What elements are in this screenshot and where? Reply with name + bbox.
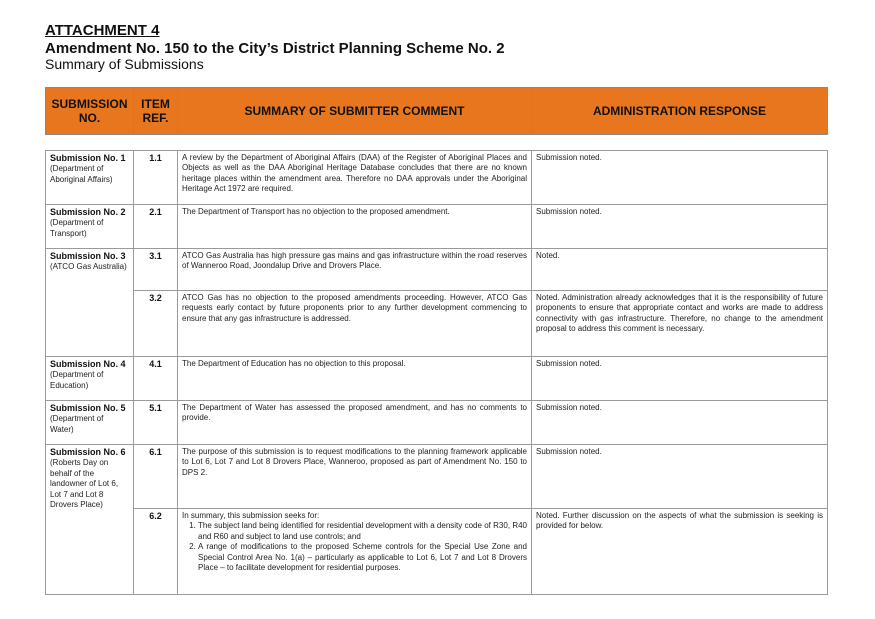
item-ref: 6.1 <box>134 445 178 509</box>
submission-title: Submission No. 3 <box>50 251 126 261</box>
table-row <box>46 445 828 509</box>
item-ref: 4.1 <box>134 357 178 401</box>
summary-cell: ATCO Gas Australia has high pressure gas mains and gas infrastructure within the road reserves of Wanneroo Road, Joondalup Drive and Drovers Place. <box>178 249 532 291</box>
summary-cell: ATCO Gas has no objection to the proposed amendments proceeding. However, ATCO Gas requests early contact by future proponents prior to any further development commencing to ensure that any gas infrastructure is addressed. <box>178 291 532 357</box>
item-ref: 5.1 <box>134 401 178 445</box>
submission-title: Submission No. 6 <box>50 447 126 457</box>
response-cell: Noted. <box>532 249 828 291</box>
summary-list <box>182 521 527 573</box>
header-item-ref: ITEM REF. <box>134 88 178 135</box>
submission-org: (Department of Transport) <box>50 218 104 238</box>
submission-org: (ATCO Gas Australia) <box>50 262 127 272</box>
submission-title: Submission No. 5 <box>50 403 126 413</box>
response-cell: Submission noted. <box>532 401 828 445</box>
submission-cell <box>46 357 134 401</box>
table-row <box>46 401 828 445</box>
summary-cell: A review by the Department of Aboriginal Affairs (DAA) of the Register of Aboriginal Places and Objects as well as the DAA Aboriginal Heritage Database concludes that there are no known heritage places within the amendment area. Therefore no DAA approvals under the Aboriginal Heritage Act 1972 are required. <box>178 151 532 205</box>
submission-org: (Roberts Day on behalf of the landowner of Lot 6, Lot 7 and Lot 8 Drovers Place) <box>50 458 119 510</box>
summary-intro: In summary, this submission seeks for: <box>182 511 320 520</box>
summary-cell: The Department of Water has assessed the proposed amendment, and has no comments to provide. <box>178 401 532 445</box>
attachment-title: ATTACHMENT 4 <box>45 22 160 39</box>
response-cell: Noted. Administration already acknowledges that it is the responsibility of future proponents to ensure that appropriate contact and works are made to address connectivity with gas infrastructure. Therefore, no change to the amendment proposal to address this comment is necessary. <box>532 291 828 357</box>
header-summary: SUMMARY OF SUBMITTER COMMENT <box>178 88 532 135</box>
table-row <box>46 291 828 357</box>
table-row <box>46 509 828 595</box>
table-row <box>46 205 828 249</box>
header-response: ADMINISTRATION RESPONSE <box>532 88 828 135</box>
list-item: 2. A range of modifications to the proposed Scheme controls for the Special Use Zone and Special Control Area No. 1(a) – particularly as applicable to Lot 6, Lot 7 and Lot 8 Drovers Place – to facilitate development for residential purposes. <box>198 542 527 573</box>
submission-title: Submission No. 1 <box>50 153 126 163</box>
response-cell: Submission noted. <box>532 151 828 205</box>
response-cell: Submission noted. <box>532 205 828 249</box>
submission-cell <box>46 445 134 595</box>
response-cell: Submission noted. <box>532 445 828 509</box>
submissions-table <box>45 150 828 595</box>
summary-cell: The Department of Education has no objection to this proposal. <box>178 357 532 401</box>
item-ref: 3.2 <box>134 291 178 357</box>
document-subtitle: Amendment No. 150 to the City’s District Planning Scheme No. 2 <box>45 40 505 57</box>
submission-cell <box>46 249 134 357</box>
table-row <box>46 357 828 401</box>
summary-cell: The purpose of this submission is to request modifications to the planning framework applicable to Lot 6, Lot 7 and Lot 8 Drovers Place, Wanneroo, proposed as part of Amendment No. 150 to DPS 2. <box>178 445 532 509</box>
summary-cell <box>178 509 532 595</box>
summary-cell: The Department of Transport has no objection to the proposed amendment. <box>178 205 532 249</box>
submission-title: Submission No. 2 <box>50 207 126 217</box>
table-row <box>46 249 828 291</box>
submission-cell <box>46 205 134 249</box>
column-header-table <box>45 87 828 135</box>
item-ref: 2.1 <box>134 205 178 249</box>
submission-org: (Department of Aboriginal Affairs) <box>50 164 113 184</box>
response-cell: Submission noted. <box>532 357 828 401</box>
submission-cell <box>46 401 134 445</box>
header-submission-no: SUBMISSION NO. <box>46 88 134 135</box>
response-cell: Noted. Further discussion on the aspects of what the submission is seeking is provided for below. <box>532 509 828 595</box>
document-caption: Summary of Submissions <box>45 56 204 72</box>
list-item: 1. The subject land being identified for residential development with a density code of R30, R40 and R60 and subject to land use controls; and <box>198 521 527 542</box>
table-row <box>46 151 828 205</box>
submission-cell <box>46 151 134 205</box>
submission-title: Submission No. 4 <box>50 359 126 369</box>
item-ref: 1.1 <box>134 151 178 205</box>
submission-org: (Department of Education) <box>50 370 104 390</box>
item-ref: 3.1 <box>134 249 178 291</box>
item-ref: 6.2 <box>134 509 178 595</box>
submission-org: (Department of Water) <box>50 414 104 434</box>
